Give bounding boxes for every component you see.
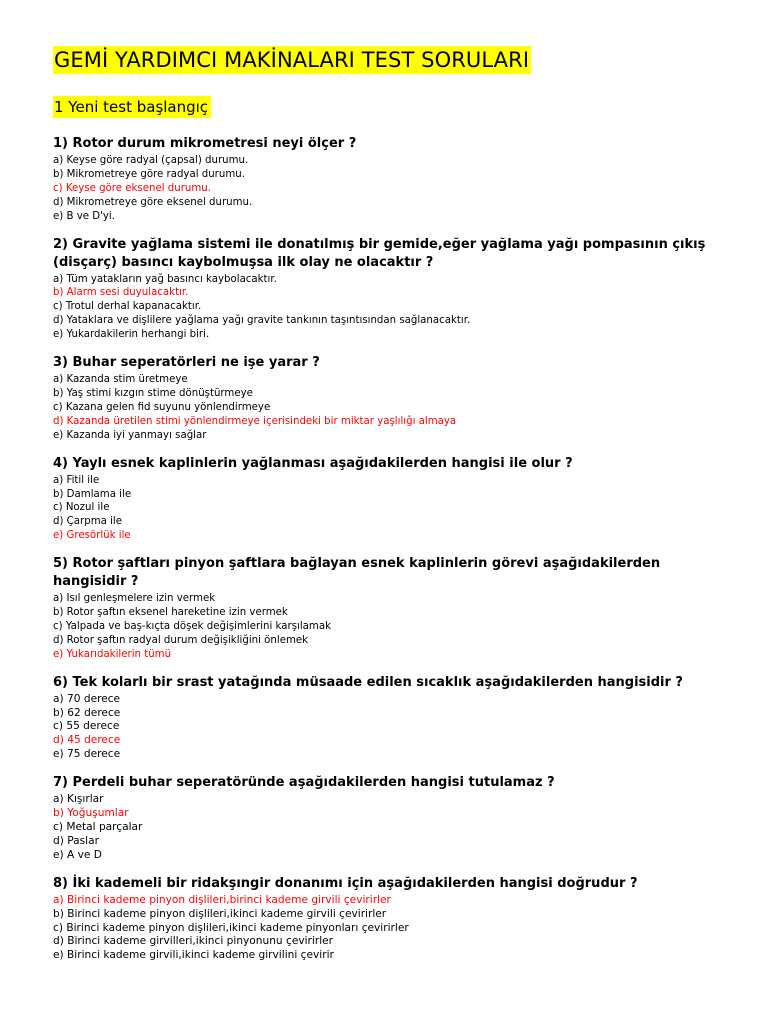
document-title: GEMİ YARDIMCI MAKİNALARI TEST SORULARI	[54, 48, 530, 72]
answer-option: c) Yalpada ve baş-kıçta döşek değişimlerini karşılamak	[53, 620, 331, 632]
question-block	[53, 774, 743, 863]
answer-option: b) 62 derece	[53, 706, 121, 719]
answer-option: c) Metal parçalar	[53, 821, 143, 833]
answer-option: b) Rotor şaftın eksenel hareketine izin vermek	[53, 607, 288, 619]
answer-option: a) Kışırlar	[53, 793, 104, 806]
question-block	[53, 236, 743, 343]
question-text: 3) Buhar seperatörleri ne işe yarar ?	[53, 355, 320, 371]
answer-option: e) B ve D'yi.	[53, 210, 115, 222]
answer-option: d) Mikrometreye göre eksenel durumu.	[53, 196, 253, 208]
answer-option: c) Kazana gelen fid suyunu yönlendirmeye	[53, 401, 271, 413]
question-block	[53, 135, 743, 224]
question-block	[53, 354, 743, 443]
correct-answer-option: a) Birinci kademe pinyon dişlileri,birinci kademe girvili çevirirler	[53, 893, 391, 906]
answer-option: d) Paslar	[53, 834, 99, 847]
correct-answer-option: d) Kazanda üretilen stimi yönlendirmeye içerisindeki bir miktar yaşlılığı almaya	[53, 415, 457, 427]
answer-option: b) Mikrometreye göre radyal durumu.	[53, 168, 245, 180]
correct-answer-option: b) Yoğuşumlar	[53, 807, 129, 820]
answer-option: d) Rotor şaftın radyal durum değişikliğini önlemek	[53, 634, 309, 646]
question-text: 4) Yaylı esnek kaplinlerin yağlanması aşağıdakilerden hangisi ile olur ?	[53, 455, 573, 471]
question-block	[53, 455, 743, 544]
answer-option: a) 70 derece	[53, 692, 121, 705]
question-text: 6) Tek kolarlı bir srast yatağında müsaade edilen sıcaklık aşağıdakilerden hangisidir ?	[53, 674, 683, 690]
answer-option: d) Çarpma ile	[53, 516, 123, 528]
answer-option: c) Birinci kademe pinyon dişlileri,ikinci kademe pinyonları çevirirler	[53, 921, 409, 934]
answer-option: e) Kazanda iyi yanmayı sağlar	[53, 429, 207, 441]
correct-answer-option: c) Keyse göre eksenel durumu.	[53, 182, 211, 194]
correct-answer-option: e) Yukarıdakilerin tümü	[53, 648, 172, 660]
answer-option: b) Yaş stimi kızgın stime dönüştürmeye	[53, 387, 253, 399]
answer-option: e) A ve D	[53, 848, 102, 861]
answer-option: b) Birinci kademe pinyon dişlileri,ikinci kademe girvili çevirirler	[53, 907, 387, 920]
answer-option: a) Tüm yatakların yağ basıncı kaybolacaktır.	[53, 273, 277, 285]
correct-answer-option: e) Gresörlük ile	[53, 530, 131, 542]
question-block	[53, 674, 743, 763]
question-text: 7) Perdeli buhar seperatöründe aşağıdakilerden hangisi tutulamaz ?	[53, 775, 555, 791]
answer-option: d) Yataklara ve dişlilere yağlama yağı gravite tankının taşıntısından sağlanacaktır.	[53, 315, 471, 327]
answer-option: a) Isıl genleşmelere izin vermek	[53, 593, 216, 605]
answer-option: e) 75 derece	[53, 748, 121, 761]
question-list	[53, 135, 743, 963]
question-text: 8) İki kademeli bir ridakşıngir donanımı için aşağıdakilerden hangisi doğrudur ?	[53, 875, 638, 891]
answer-option: c) 55 derece	[53, 720, 120, 733]
answer-option: a) Keyse göre radyal (çapsal) durumu.	[53, 155, 249, 166]
answer-option: a) Kazanda stim üretmeye	[53, 374, 188, 386]
question-text: 2) Gravite yağlama sistemi ile donatılmış bir gemide,eğer yağlama yağı pompasının çıkış (disçarç) basıncı kaybolmuşsa ilk olay ne olacaktır ?	[53, 236, 706, 270]
answer-option: c) Trotul derhal kapanacaktır.	[53, 301, 202, 313]
answer-option: b) Damlama ile	[53, 488, 132, 500]
answer-option: c) Nozul ile	[53, 502, 110, 514]
answer-option: e) Birinci kademe girvili,ikinci kademe girvilini çevirir	[53, 949, 334, 962]
correct-answer-option: b) Alarm sesi duyulacaktır.	[53, 287, 189, 299]
question-block	[53, 875, 743, 964]
question-text: 1) Rotor durum mikrometresi neyi ölçer ?	[53, 136, 357, 151]
question-text: 5) Rotor şaftları pinyon şaftlara bağlayan esnek kaplinlerin görevi aşağıdakilerden hangisidir ?	[53, 556, 661, 590]
test-subtitle: 1 Yeni test başlangıç	[53, 96, 211, 118]
document-page	[53, 46, 743, 963]
answer-option: d) Birinci kademe girvilleri,ikinci pinyonunu çevirirler	[53, 935, 334, 948]
answer-option: a) Fitil ile	[53, 474, 100, 486]
question-block	[53, 555, 743, 662]
correct-answer-option: d) 45 derece	[53, 734, 121, 747]
answer-option: e) Yukardakilerin herhangi biri.	[53, 329, 210, 341]
